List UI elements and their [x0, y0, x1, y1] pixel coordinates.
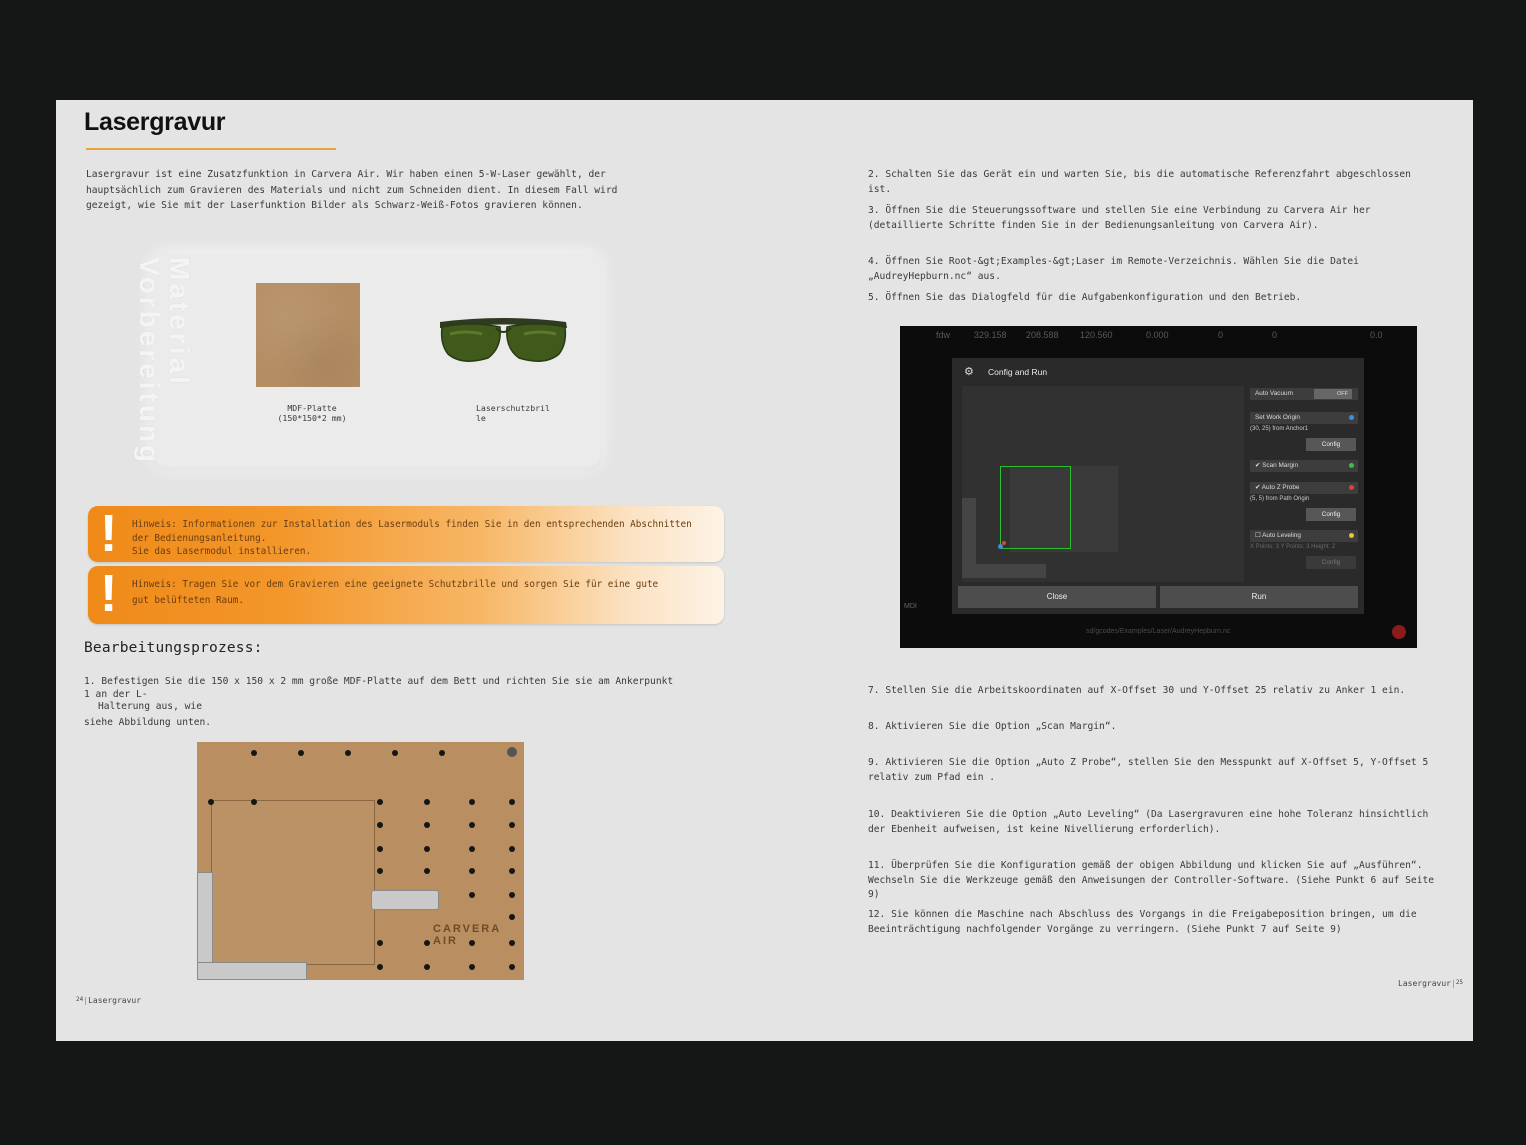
checkbox-checked-icon: ✔ — [1255, 484, 1261, 491]
auto-vacuum-row[interactable]: Auto Vacuum OFF — [1250, 388, 1358, 400]
notice-safety-glasses: ! Hinweis: Tragen Sie vor dem Gravieren eine geeignete Schutzbrille und sorgen Sie für eine gute gut belüfteten Raum. — [88, 566, 724, 624]
mdi-label: MDI — [904, 603, 917, 610]
clamp — [371, 890, 439, 910]
material-label-glasses: Laserschutzbril le — [476, 403, 550, 423]
material-vertical-title: Material Vorbereitung — [134, 257, 195, 466]
auto-leveling-row[interactable]: ☐ Auto Leveling — [1250, 530, 1358, 542]
scan-margin-row[interactable]: ✔ Scan Margin — [1250, 460, 1358, 472]
close-button[interactable]: Close — [958, 586, 1156, 608]
step-2: 2. Schalten Sie das Gerät ein und warten Sie, bis die automatische Referenzfahrt abgeschlossen ist. — [868, 169, 1411, 195]
step-5: 5. Öffnen Sie das Dialogfeld für die Aufgabenkonfiguration und den Betrieb. — [868, 292, 1302, 303]
scan-margin-outline — [1000, 466, 1071, 549]
manual-spread — [56, 100, 1473, 1041]
step-7: 7. Stellen Sie die Arbeitskoordinaten auf X-Offset 30 und Y-Offset 25 relativ zu Anker 1 ein. — [868, 685, 1406, 696]
preview-canvas — [962, 386, 1244, 582]
step-10: 10. Deaktivieren Sie die Option „Auto Leveling“ (Da Lasergravuren eine hohe Toleranz hinsichtlich der Ebenheit aufweisen, ist keine Nivellierung erforderlich). — [868, 809, 1429, 835]
config-run-dialog: ⚙ Config and Run Auto Vacuum OFF Set Work Origin (30, 25) from Anchor1 Config ✔ Scan Margin ✔ Auto Z Probe (5, 5) from Path Origin Config ☐ Auto Leveling X Points: 3 Y Points: 3 Height: 2 Config Close Run — [952, 358, 1364, 614]
mdf-plate — [211, 800, 375, 965]
run-button[interactable]: Run — [1160, 586, 1358, 608]
step-4: 4. Öffnen Sie Root-&gt;Examples-&gt;Laser im Remote-Verzeichnis. Wählen Sie die Datei „AudreyHepburn.nc“ aus. — [868, 256, 1359, 282]
auto-vacuum-toggle[interactable]: OFF — [1314, 389, 1352, 399]
step-3: 3. Öffnen Sie die Steuerungssoftware und stellen Sie eine Verbindung zu Carvera Air her (detaillierte Schritte finden Sie in der Bedienungsanleitung von Carvera Air). — [868, 205, 1371, 231]
l-bracket-horizontal — [197, 962, 307, 980]
footer-left: $^{24}$|Lasergravur — [76, 996, 142, 1005]
intro-paragraph: Lasergravur ist eine Zusatzfunktion in Carvera Air. Wir haben einen 5-W-Laser gewählt, der hauptsächlich zum Gravieren des Materials und nicht zum Schneiden dient. In diesem Fall wird gezeigt, wie Sie mit der Laserfunktion Bilder als Schwarz-Weiß-Fotos gravieren können. — [86, 169, 618, 211]
notice-laser-install: ! Hinweis: Informationen zur Installation des Lasermoduls finden Sie in den entsprechenden Abschnitten der Bedienungsanleitung. Sie das Lasermodul installieren. — [88, 506, 724, 562]
process-heading: Bearbeitungsprozess: — [84, 640, 263, 656]
software-screenshot — [900, 326, 1417, 648]
set-work-origin-row[interactable]: Set Work Origin — [1250, 412, 1358, 424]
mdf-board-image — [256, 283, 360, 387]
material-label-mdf: MDF-Platte (150*150*2 mm) — [277, 403, 347, 423]
board-brand: CARVERA AIR — [433, 923, 501, 947]
file-path: sd/gcodes/Examples/Laser/AudreyHepburn.nc — [1086, 628, 1231, 635]
page-title: Lasergravur — [84, 108, 226, 136]
auto-z-probe-row[interactable]: ✔ Auto Z Probe — [1250, 482, 1358, 494]
probe-config-button[interactable]: Config — [1306, 508, 1356, 521]
title-underline — [86, 148, 336, 150]
coordinate-toolbar: fdw 329.158 208.588 120.560 0.000 0 0 0.0 — [936, 330, 1383, 340]
safety-glasses-image — [436, 314, 571, 372]
warning-icon: ! — [100, 566, 118, 623]
gear-icon: ⚙ — [964, 366, 974, 378]
step-8: 8. Aktivieren Sie die Option „Scan Margin“. — [868, 721, 1117, 732]
warning-icon: ! — [100, 506, 118, 562]
dialog-title: Config and Run — [988, 367, 1048, 377]
step-1: 1. Befestigen Sie die 150 x 150 x 2 mm große MDF-Platte auf dem Bett und richten Sie sie am Ankerpunkt 1 an der L- Halterung aus, wie siehe Abbildung unten. — [84, 676, 674, 728]
step-9: 9. Aktivieren Sie die Option „Auto Z Probe“, stellen Sie den Messpunkt auf X-Offset 5, Y-Offset 5 relativ zum Pfad ein . — [868, 757, 1429, 783]
leveling-config-button[interactable]: Config — [1306, 556, 1356, 569]
footer-right: $Lasergravur|^{25}$ — [1398, 979, 1464, 988]
origin-config-button[interactable]: Config — [1306, 438, 1356, 451]
stop-icon[interactable] — [1392, 625, 1406, 639]
step-12: 12. Sie können die Maschine nach Abschluss des Vorgangs in die Freigabeposition bringen, um die Beeinträchtigung nachfolgender Vorgänge zu verringern. (Siehe Punkt 7 auf Seite 9) — [868, 909, 1417, 935]
checkbox-checked-icon: ✔ — [1255, 462, 1261, 469]
step-11: 11. Überprüfen Sie die Konfiguration gemäß der obigen Abbildung und klicken Sie auf „Ausführen“. Wechseln Sie die Werkzeuge gemäß den Anweisungen der Controller-Software. (Siehe Punkt 6 auf Seite 9) — [868, 860, 1435, 900]
bed-photo — [197, 742, 524, 980]
checkbox-unchecked-icon: ☐ — [1255, 532, 1261, 539]
